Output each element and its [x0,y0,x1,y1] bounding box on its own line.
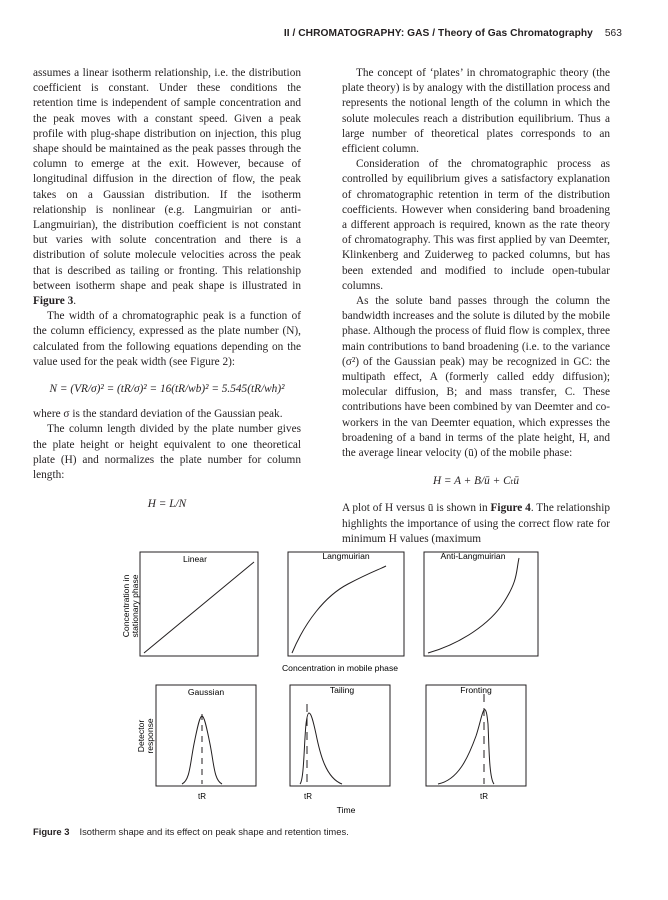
fronting-peak-curve [438,710,494,784]
anti-langmuirian-isotherm-curve [428,558,519,653]
panel-label-fronting: Fronting [460,685,492,695]
caption-label: Figure 3 [33,826,70,837]
right-column [342,66,610,547]
right-paragraph-3: As the solute band passes through the column the bandwidth increases and the solute is diluted by the mobile phase. Although the process of fluid flow is complex, three main contributions to band broadening (i.e. to the variance (σ²) of the Gaussian peak) may be recognized in GC: the multipath effect, A (formerly called eddy diffusion); molecular diffusion, B; and mass transfer, C. These contributions have been combined by van Deemter and co-workers in the van Deemter equation, which expresses the broadening of a band in terms of the plate height, H, and the average linear velocity (ū) of the mobile phase: [342,295,610,460]
linear-panel-frame [140,552,258,656]
page-number: 563 [604,28,622,39]
linear-isotherm-curve [144,562,254,653]
gaussian-panel-frame [156,685,256,786]
plate-height-equation: H = L/N [147,498,187,511]
bottom-ylabel-line1: Detector [136,719,146,753]
right-paragraph-4: A plot of H versus ū is shown in Figure 4. The relationship highlights the importance of using the correct flow rate for minimum H values (maximum [342,502,610,545]
panel-label-gaussian: Gaussian [187,687,225,697]
plate-number-equation: N = (VR/σ)² = (tR/σ)² = 16(tR/wb)² = 5.545(tR/wh)² [49,383,285,396]
running-header [0,28,622,39]
figure-3-ref[interactable]: Figure 3 [33,295,74,308]
tailing-peak-curve [300,713,342,784]
running-title: II / CHROMATOGRAPHY: GAS / Theory of Gas Chromatography [283,28,593,39]
right-paragraph-2: Consideration of the chromatographic process as controlled by equilibrium gives a satisfactory explanation of chromatographic retention in term of the distribution coefficients. However when considering band broadening a different approach is required, known as the rate theory of chromatography. This was first applied by van Deemter, Klinkenberg and Zuiderweg to packed columns, but has been extended and modified to include open-tubular columns. [342,158,610,292]
langmuirian-panel-frame [288,552,404,656]
right-paragraph-1: The concept of ‘plates’ in chromatographic theory (the plate theory) is by analogy with the distillation process and represents the notional length of the column in which the solute molecules reach a distribution equilibrium. Thus a large number of theoretical plates corresponds to an efficient column. [342,67,610,156]
figure-3 [120,544,540,844]
left-paragraph-3: where σ is the standard deviation of the Gaussian peak. [33,408,283,421]
isotherm-panels [140,552,538,656]
retention-label-gaussian: tR [198,792,206,801]
panel-label-langmuirian: Langmuirian [322,551,370,561]
top-ylabel-line2: stationary phase [130,574,140,638]
top-ylabel-line1: Concentration in [121,574,131,638]
caption-text: Isotherm shape and its effect on peak shape and retention times. [79,826,349,837]
left-paragraph-2: The width of a chromatographic peak is a function of the column efficiency, expressed as the plate number (N), calculated from the following equations depending on the value used for the peak width (see Figure 2): [33,310,301,368]
panel-label-linear: Linear [183,554,207,564]
top-xlabel: Concentration in mobile phase [281,663,399,673]
langmuirian-isotherm-curve [292,566,386,653]
bottom-ylabel-line2: response [145,718,155,754]
left-paragraph-4: The column length divided by the plate number gives the plate height or height equivalent to one theoretical plate (H) and normalizes the plate number for column length: [33,423,301,482]
bottom-xlabel: Time [336,805,356,815]
figure-3-diagram [120,544,540,844]
panel-label-tailing: Tailing [329,685,355,695]
van-deemter-equation: H = A + B/ū + Cₜū [432,475,520,488]
retention-label-tailing: tR [304,792,312,801]
left-column [33,66,301,522]
left-paragraph-1: assumes a linear isotherm relationship, i.e. the distribution coefficient is constant. Under these conditions the retention time is independent of sample concentration and the peak moves with a constant speed. Given a peak profile with plug-shape distribution on injection, this plug shape should be maintained as the peak passes through the column to emerge at the exit. However, because of longitudinal diffusion in the direction of flow, the peak takes on a Gaussian distribution. If the isotherm relationship is nonlinear (e.g. Langmuirian or anti-Langmuirian), the distribution coefficient is not constant but varies with solute concentration and there is a distribution of solute molecule velocities across the peak that is described as tailing or fronting. This relationship between isotherm shape and peak shape is illustrated in Figure 3. [33,67,301,308]
panel-label-anti-langmuirian: Anti-Langmuirian [440,551,506,561]
figure-caption [33,826,633,837]
retention-label-fronting: tR [480,792,488,801]
peak-panels [156,685,526,786]
anti-langmuirian-panel-frame [424,552,538,656]
figure-4-ref[interactable]: Figure 4 [490,502,531,515]
